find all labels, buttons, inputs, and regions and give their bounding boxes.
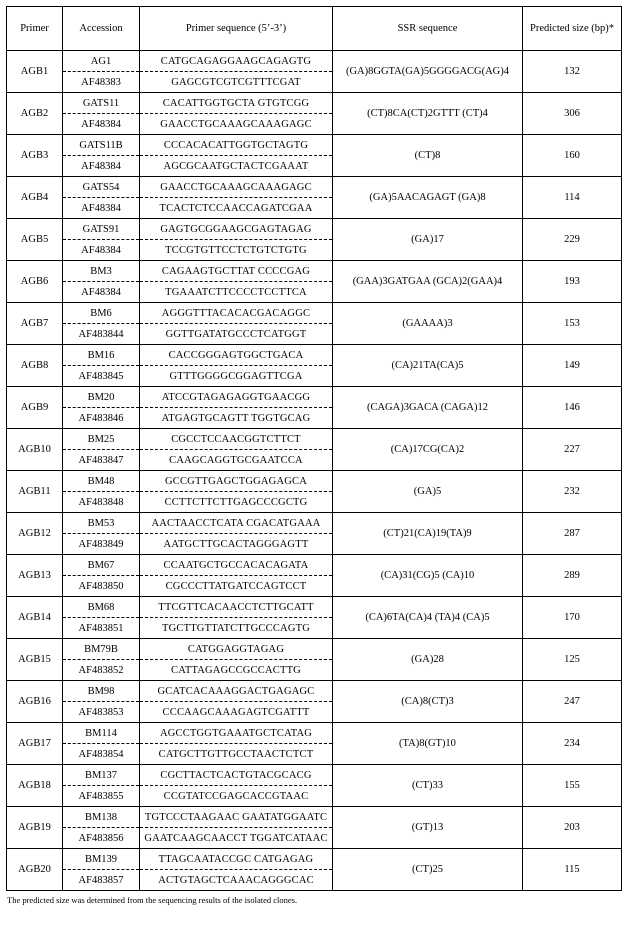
accession-number-cell: AF483857 <box>63 870 140 891</box>
predicted-size-cell: 115 <box>523 849 622 891</box>
primer-name-cell: AGB10 <box>7 429 63 471</box>
predicted-size-cell: 306 <box>523 93 622 135</box>
primer-name-cell: AGB17 <box>7 723 63 765</box>
ssr-sequence-cell: (CA)8(CT)3 <box>333 681 523 723</box>
forward-sequence-cell: CATGCAGAGGAAGCAGAGTG <box>140 51 333 72</box>
accession-number-cell: AF483855 <box>63 786 140 807</box>
primer-name-cell: AGB15 <box>7 639 63 681</box>
forward-sequence-cell: GAGTGCGGAAGCGAGTAGAG <box>140 219 333 240</box>
forward-sequence-cell: TGTCCCTAAGAAC GAATATGGAATC <box>140 807 333 828</box>
ssr-sequence-cell: (CT)33 <box>333 765 523 807</box>
reverse-sequence-cell: CGCCCTTATGATCCAGTCCT <box>140 576 333 597</box>
primer-name-cell: AGB11 <box>7 471 63 513</box>
reverse-sequence-cell: GAGCGTCGTCGTTTCGAT <box>140 72 333 93</box>
header-ssr-sequence: SSR sequence <box>333 7 523 51</box>
accession-number-cell: AF483844 <box>63 324 140 345</box>
header-primer: Primer <box>7 7 63 51</box>
accession-cell: BM53 <box>63 513 140 534</box>
reverse-sequence-cell: ATGAGTGCAGTT TGGTGCAG <box>140 408 333 429</box>
accession-number-cell: AF483852 <box>63 660 140 681</box>
reverse-sequence-cell: CATTAGAGCCGCCACTTG <box>140 660 333 681</box>
ssr-sequence-cell: (CA)21TA(CA)5 <box>333 345 523 387</box>
accession-number-cell: AF48384 <box>63 240 140 261</box>
predicted-size-cell: 203 <box>523 807 622 849</box>
accession-number-cell: AF48384 <box>63 282 140 303</box>
forward-sequence-cell: CGCTTACTCACTGTACGCACG <box>140 765 333 786</box>
table-row <box>7 681 622 702</box>
forward-sequence-cell: AACTAACCTCATA CGACATGAAA <box>140 513 333 534</box>
predicted-size-cell: 132 <box>523 51 622 93</box>
table-row <box>7 723 622 744</box>
table-row <box>7 849 622 870</box>
accession-cell: BM67 <box>63 555 140 576</box>
table-row <box>7 639 622 660</box>
ssr-sequence-cell: (GA)5AACAGAGT (GA)8 <box>333 177 523 219</box>
table-row <box>7 429 622 450</box>
forward-sequence-cell: CGCCTCCAACGGTCTTCT <box>140 429 333 450</box>
predicted-size-cell: 287 <box>523 513 622 555</box>
primer-name-cell: AGB2 <box>7 93 63 135</box>
ssr-sequence-cell: (GT)13 <box>333 807 523 849</box>
forward-sequence-cell: TTAGCAATACCGC CATGAGAG <box>140 849 333 870</box>
accession-number-cell: AF48383 <box>63 72 140 93</box>
predicted-size-cell: 155 <box>523 765 622 807</box>
accession-cell: GATS91 <box>63 219 140 240</box>
reverse-sequence-cell: ACTGTAGCTCAAACAGGGCAC <box>140 870 333 891</box>
predicted-size-cell: 160 <box>523 135 622 177</box>
forward-sequence-cell: AGCCTGGTGAAATGCTCATAG <box>140 723 333 744</box>
primer-name-cell: AGB4 <box>7 177 63 219</box>
accession-number-cell: AF483846 <box>63 408 140 429</box>
predicted-size-cell: 289 <box>523 555 622 597</box>
table-row <box>7 219 622 240</box>
ssr-sequence-cell: (GA)28 <box>333 639 523 681</box>
ssr-sequence-cell: (GA)8GGTA(GA)5GGGGACG(AG)4 <box>333 51 523 93</box>
predicted-size-cell: 125 <box>523 639 622 681</box>
accession-cell: BM114 <box>63 723 140 744</box>
forward-sequence-cell: AGGGTTTACACACGACAGGC <box>140 303 333 324</box>
ssr-sequence-cell: (CT)8CA(CT)2GTTT (CT)4 <box>333 93 523 135</box>
table-footnote: The predicted size was determined from the sequencing results of the isolated clones. <box>7 895 298 905</box>
header-row <box>7 7 622 51</box>
ssr-sequence-cell: (TA)8(GT)10 <box>333 723 523 765</box>
primer-name-cell: AGB1 <box>7 51 63 93</box>
primer-name-cell: AGB8 <box>7 345 63 387</box>
primer-name-cell: AGB7 <box>7 303 63 345</box>
forward-sequence-cell: CCCACACATTGGTGCTAGTG <box>140 135 333 156</box>
reverse-sequence-cell: CAAGCAGGTGCGAATCCA <box>140 450 333 471</box>
accession-cell: BM25 <box>63 429 140 450</box>
table-row <box>7 261 622 282</box>
ssr-sequence-cell: (CT)8 <box>333 135 523 177</box>
table-row <box>7 765 622 786</box>
primer-name-cell: AGB19 <box>7 807 63 849</box>
reverse-sequence-cell: AGCGCAATGCTACTCGAAAT <box>140 156 333 177</box>
header-primer-sequence: Primer sequence (5’-3’) <box>140 7 333 51</box>
reverse-sequence-cell: TGAAATCTTCCCCTCCTTCA <box>140 282 333 303</box>
accession-number-cell: AF483849 <box>63 534 140 555</box>
reverse-sequence-cell: CCTTCTTCTTGAGCCCGCTG <box>140 492 333 513</box>
primer-name-cell: AGB6 <box>7 261 63 303</box>
ssr-sequence-cell: (CT)25 <box>333 849 523 891</box>
forward-sequence-cell: CACCGGGAGTGGCTGACA <box>140 345 333 366</box>
primer-name-cell: AGB9 <box>7 387 63 429</box>
accession-number-cell: AF483845 <box>63 366 140 387</box>
table-row <box>7 513 622 534</box>
accession-cell: GATS54 <box>63 177 140 198</box>
accession-cell: BM137 <box>63 765 140 786</box>
primer-name-cell: AGB14 <box>7 597 63 639</box>
predicted-size-cell: 232 <box>523 471 622 513</box>
primer-name-cell: AGB20 <box>7 849 63 891</box>
reverse-sequence-cell: TGCTTGTTATCTTGCCCAGTG <box>140 618 333 639</box>
accession-cell: BM68 <box>63 597 140 618</box>
predicted-size-cell: 149 <box>523 345 622 387</box>
ssr-sequence-cell: (CA)17CG(CA)2 <box>333 429 523 471</box>
table-row <box>7 555 622 576</box>
primer-name-cell: AGB12 <box>7 513 63 555</box>
reverse-sequence-cell: AATGCTTGCACTAGGGAGTT <box>140 534 333 555</box>
forward-sequence-cell: ATCCGTAGAGAGGTGAACGG <box>140 387 333 408</box>
accession-number-cell: AF483848 <box>63 492 140 513</box>
header-accession: Accession <box>63 7 140 51</box>
accession-number-cell: AF483854 <box>63 744 140 765</box>
table-container <box>6 6 621 905</box>
predicted-size-cell: 229 <box>523 219 622 261</box>
forward-sequence-cell: TTCGTTCACAACCTCTTGCATT <box>140 597 333 618</box>
predicted-size-cell: 114 <box>523 177 622 219</box>
table-row <box>7 135 622 156</box>
accession-cell: GATS11 <box>63 93 140 114</box>
ssr-sequence-cell: (GAAAA)3 <box>333 303 523 345</box>
table-header <box>7 7 622 51</box>
accession-cell: AG1 <box>63 51 140 72</box>
reverse-sequence-cell: CCCAAGCAAAGAGTCGATTT <box>140 702 333 723</box>
table-row <box>7 597 622 618</box>
primer-table <box>6 6 622 891</box>
ssr-sequence-cell: (GA)5 <box>333 471 523 513</box>
predicted-size-cell: 170 <box>523 597 622 639</box>
forward-sequence-cell: CACATTGGTGCTA GTGTCGG <box>140 93 333 114</box>
accession-number-cell: AF483856 <box>63 828 140 849</box>
accession-number-cell: AF483850 <box>63 576 140 597</box>
table-row <box>7 93 622 114</box>
primer-name-cell: AGB13 <box>7 555 63 597</box>
table-row <box>7 303 622 324</box>
accession-number-cell: AF483853 <box>63 702 140 723</box>
table-row <box>7 807 622 828</box>
reverse-sequence-cell: GTTTGGGGCGGAGTTCGA <box>140 366 333 387</box>
accession-cell: BM138 <box>63 807 140 828</box>
accession-number-cell: AF483851 <box>63 618 140 639</box>
predicted-size-cell: 247 <box>523 681 622 723</box>
accession-cell: GATS11B <box>63 135 140 156</box>
ssr-sequence-cell: (CA)6TA(CA)4 (TA)4 (CA)5 <box>333 597 523 639</box>
table-body <box>7 51 622 891</box>
table-row <box>7 177 622 198</box>
table-row <box>7 51 622 72</box>
accession-number-cell: AF48384 <box>63 198 140 219</box>
header-predicted-size: Predicted size (bp)* <box>523 7 622 51</box>
reverse-sequence-cell: GGTTGATATGCCCTCATGGT <box>140 324 333 345</box>
predicted-size-cell: 227 <box>523 429 622 471</box>
forward-sequence-cell: CCAATGCTGCCACACAGATA <box>140 555 333 576</box>
reverse-sequence-cell: TCACTCTCCAACCAGATCGAA <box>140 198 333 219</box>
predicted-size-cell: 193 <box>523 261 622 303</box>
forward-sequence-cell: GAACCTGCAAAGCAAAGAGC <box>140 177 333 198</box>
accession-cell: BM139 <box>63 849 140 870</box>
accession-cell: BM79B <box>63 639 140 660</box>
predicted-size-cell: 153 <box>523 303 622 345</box>
accession-number-cell: AF48384 <box>63 114 140 135</box>
primer-name-cell: AGB5 <box>7 219 63 261</box>
accession-number-cell: AF483847 <box>63 450 140 471</box>
forward-sequence-cell: GCCGTTGAGCTGGAGAGCA <box>140 471 333 492</box>
reverse-sequence-cell: TCCGTGTTCCTCTGTCTGTG <box>140 240 333 261</box>
predicted-size-cell: 146 <box>523 387 622 429</box>
accession-cell: BM16 <box>63 345 140 366</box>
accession-cell: BM48 <box>63 471 140 492</box>
accession-cell: BM98 <box>63 681 140 702</box>
primer-name-cell: AGB16 <box>7 681 63 723</box>
reverse-sequence-cell: GAACCTGCAAAGCAAAGAGC <box>140 114 333 135</box>
table-row <box>7 471 622 492</box>
primer-name-cell: AGB18 <box>7 765 63 807</box>
ssr-sequence-cell: (GAA)3GATGAA (GCA)2(GAA)4 <box>333 261 523 303</box>
predicted-size-cell: 234 <box>523 723 622 765</box>
accession-number-cell: AF48384 <box>63 156 140 177</box>
reverse-sequence-cell: CCGTATCCGAGCACCGTAAC <box>140 786 333 807</box>
forward-sequence-cell: GCATCACAAAGGACTGAGAGC <box>140 681 333 702</box>
forward-sequence-cell: CATGGAGGTAGAG <box>140 639 333 660</box>
accession-cell: BM20 <box>63 387 140 408</box>
ssr-sequence-cell: (CAGA)3GACA (CAGA)12 <box>333 387 523 429</box>
reverse-sequence-cell: GAATCAAGCAACCT TGGATCATAAC <box>140 828 333 849</box>
accession-cell: BM6 <box>63 303 140 324</box>
forward-sequence-cell: CAGAAGTGCTTAT CCCCGAG <box>140 261 333 282</box>
reverse-sequence-cell: CATGCTTGTTGCCTAACTCTCT <box>140 744 333 765</box>
ssr-sequence-cell: (GA)17 <box>333 219 523 261</box>
table-row <box>7 345 622 366</box>
table-row <box>7 387 622 408</box>
accession-cell: BM3 <box>63 261 140 282</box>
primer-name-cell: AGB3 <box>7 135 63 177</box>
ssr-sequence-cell: (CT)21(CA)19(TA)9 <box>333 513 523 555</box>
ssr-sequence-cell: (CA)31(CG)5 (CA)10 <box>333 555 523 597</box>
